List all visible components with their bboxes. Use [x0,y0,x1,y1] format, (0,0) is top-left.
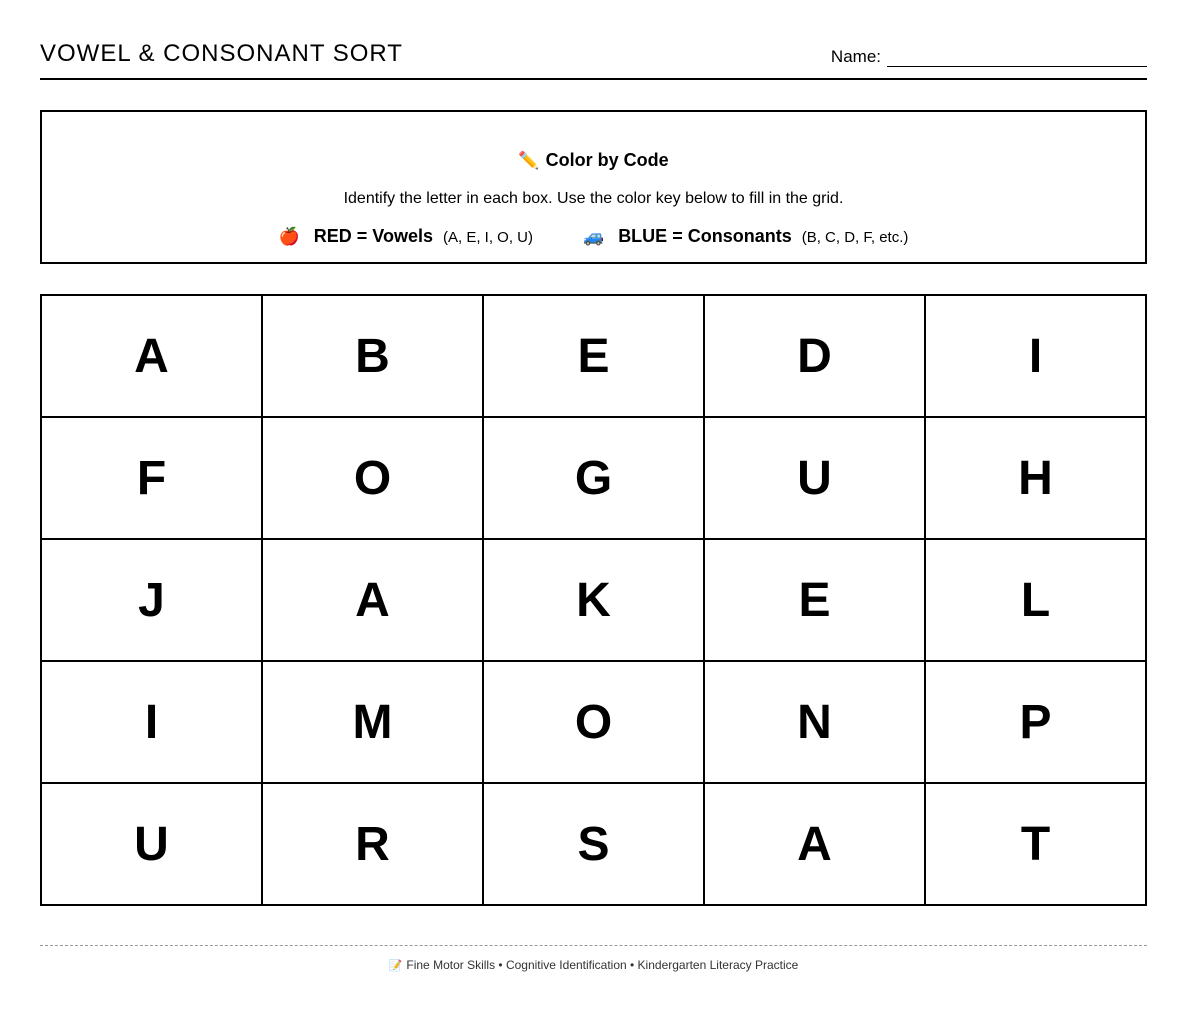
grid-cell[interactable]: L [926,540,1147,662]
letter-grid [40,294,1147,906]
grid-cell[interactable]: E [705,540,926,662]
footer-text: Fine Motor Skills • Cognitive Identification • Kindergarten Literacy Practice [406,958,799,972]
grid-cell[interactable]: B [263,296,484,418]
instructions-box [40,110,1147,264]
grid-cell[interactable]: O [484,662,705,784]
grid-cell[interactable]: A [263,540,484,662]
page-title: VOWEL & CONSONANT SORT [40,40,403,67]
grid-cell[interactable]: J [42,540,263,662]
footer [0,958,1187,972]
grid-cell[interactable]: S [484,784,705,906]
key-consonants-examples: (B, C, D, F, etc.) [801,229,909,246]
key-vowels [279,226,533,247]
key-consonants [583,226,908,247]
grid-cell[interactable]: A [42,296,263,418]
key-consonants-label: BLUE = Consonants [618,226,792,246]
worksheet-header [40,38,1147,80]
grid-cell[interactable]: M [263,662,484,784]
car-icon: 🚙 [583,227,605,246]
instructions-title-text: Color by Code [545,150,669,170]
grid-cell[interactable]: R [263,784,484,906]
grid-cell[interactable]: O [263,418,484,540]
footer-divider [40,945,1147,946]
apple-icon: 🍎 [278,227,300,246]
grid-cell[interactable]: F [42,418,263,540]
grid-cell[interactable]: I [926,296,1147,418]
grid-cell[interactable]: U [42,784,263,906]
name-label: Name: [830,47,881,66]
name-field-group [831,47,1147,67]
instructions-title [42,150,1145,171]
grid-cell[interactable]: A [705,784,926,906]
grid-cell[interactable]: U [705,418,926,540]
memo-icon: 📝 [388,960,403,972]
grid-cell[interactable]: N [705,662,926,784]
grid-cell[interactable]: G [484,418,705,540]
grid-cell[interactable]: I [42,662,263,784]
grid-cell[interactable]: T [926,784,1147,906]
key-vowels-label: RED = Vowels [313,226,433,246]
grid-cell[interactable]: D [705,296,926,418]
grid-cell[interactable]: E [484,296,705,418]
key-vowels-examples: (A, E, I, O, U) [443,229,534,246]
grid-cell[interactable]: P [926,662,1147,784]
color-key [42,226,1145,247]
grid-cell[interactable]: H [926,418,1147,540]
name-write-line[interactable] [887,48,1147,67]
pencil-icon: ✏️ [518,151,540,170]
grid-cell[interactable]: K [484,540,705,662]
instructions-text: Identify the letter in each box. Use the color key below to fill in the grid. [343,190,844,207]
